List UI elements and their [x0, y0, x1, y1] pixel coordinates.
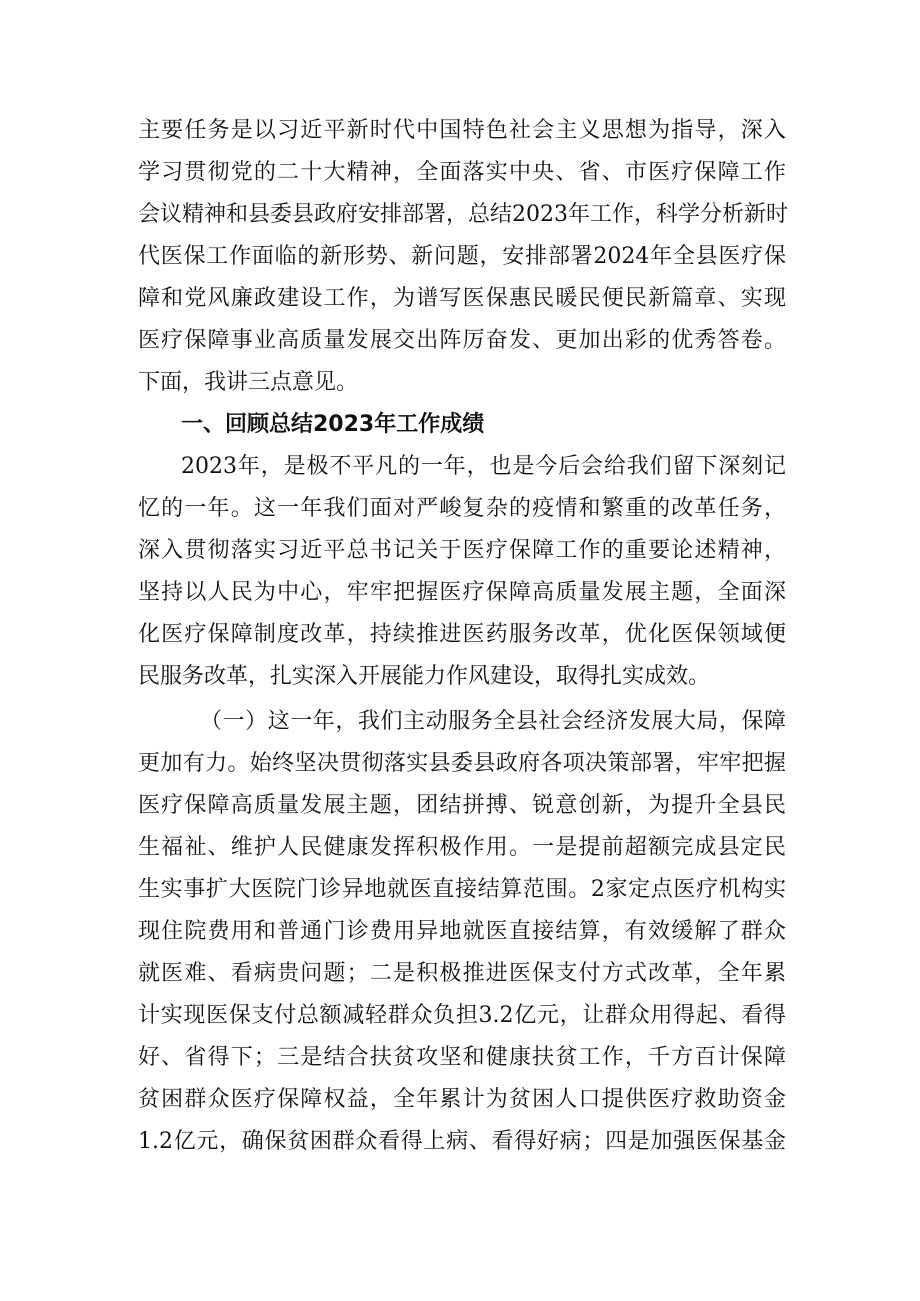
intro-line-1: 主要任务是以习近平新时代中国特色社会主义思想为指导，深入	[138, 118, 786, 143]
para1-line-3: 深入贯彻落实习近平总书记关于医疗保障工作的重要论述精神，	[138, 538, 786, 563]
para2-line-8: 计实现医保支付总额减轻群众负担3.2亿元，让群众用得起、看得	[138, 1003, 786, 1028]
para2-line-7: 就医难、看病贵问题；二是积极推进医保支付方式改革，全年累	[138, 961, 786, 986]
para2-line-3: 医疗保障高质量发展主题，团结拼搏、锐意创新，为提升全县民	[138, 793, 786, 818]
intro-line-3: 会议精神和县委县政府安排部署，总结2023年工作，科学分析新时	[138, 202, 788, 227]
para2-line-11: 1.2亿元，确保贫困群众看得上病、看得好病；四是加强医保基金	[138, 1129, 786, 1154]
intro-line-7: 下面，我讲三点意见。	[138, 370, 359, 395]
para1-line-5: 化医疗保障制度改革，持续推进医药服务改革，优化医保领域便	[138, 622, 786, 647]
para2-line-6: 现住院费用和普通门诊费用异地就医直接结算，有效缓解了群众	[138, 919, 786, 944]
intro-line-2: 学习贯彻党的二十大精神，全面落实中央、省、市医疗保障工作	[138, 160, 786, 185]
para2-line-2: 更加有力。始终坚决贯彻落实县委县政府各项决策部署，牢牢把握	[138, 751, 786, 776]
para1-line-2: 忆的一年。这一年我们面对严峻复杂的疫情和繁重的改革任务，	[138, 496, 786, 521]
para2-line-1: （一）这一年，我们主动服务全县社会经济发展大局，保障	[200, 709, 786, 734]
intro-line-5: 障和党风廉政建设工作，为谱写医保惠民暖民便民新篇章、实现	[138, 286, 786, 311]
para2-line-9: 好、省得下；三是结合扶贫攻坚和健康扶贫工作，千方百计保障	[138, 1045, 786, 1070]
para1-line-4: 坚持以人民为中心，牢牢把握医疗保障高质量发展主题，全面深	[138, 580, 786, 605]
intro-line-4: 代医保工作面临的新形势、新问题，安排部署2024年全县医疗保	[138, 244, 786, 269]
para2-line-10: 贫困群众医疗保障权益，全年累计为贫困人口提供医疗救助资金	[138, 1087, 786, 1112]
para1-line-6: 民服务改革，扎实深入开展能力作风建设，取得扎实成效。	[138, 664, 711, 689]
para1-line-1: 2023年，是极不平凡的一年，也是今后会给我们留下深刻记	[181, 454, 786, 479]
intro-line-6: 医疗保障事业高质量发展交出阵厉奋发、更加出彩的优秀答卷。	[138, 328, 786, 353]
section-heading: 一、回顾总结2023年工作成绩	[181, 412, 485, 437]
para2-line-4: 生福祉、维护人民健康发挥积极作用。一是提前超额完成县定民	[138, 835, 786, 860]
para2-line-5: 生实事扩大医院门诊异地就医直接结算范围。2家定点医疗机构实	[138, 877, 786, 902]
